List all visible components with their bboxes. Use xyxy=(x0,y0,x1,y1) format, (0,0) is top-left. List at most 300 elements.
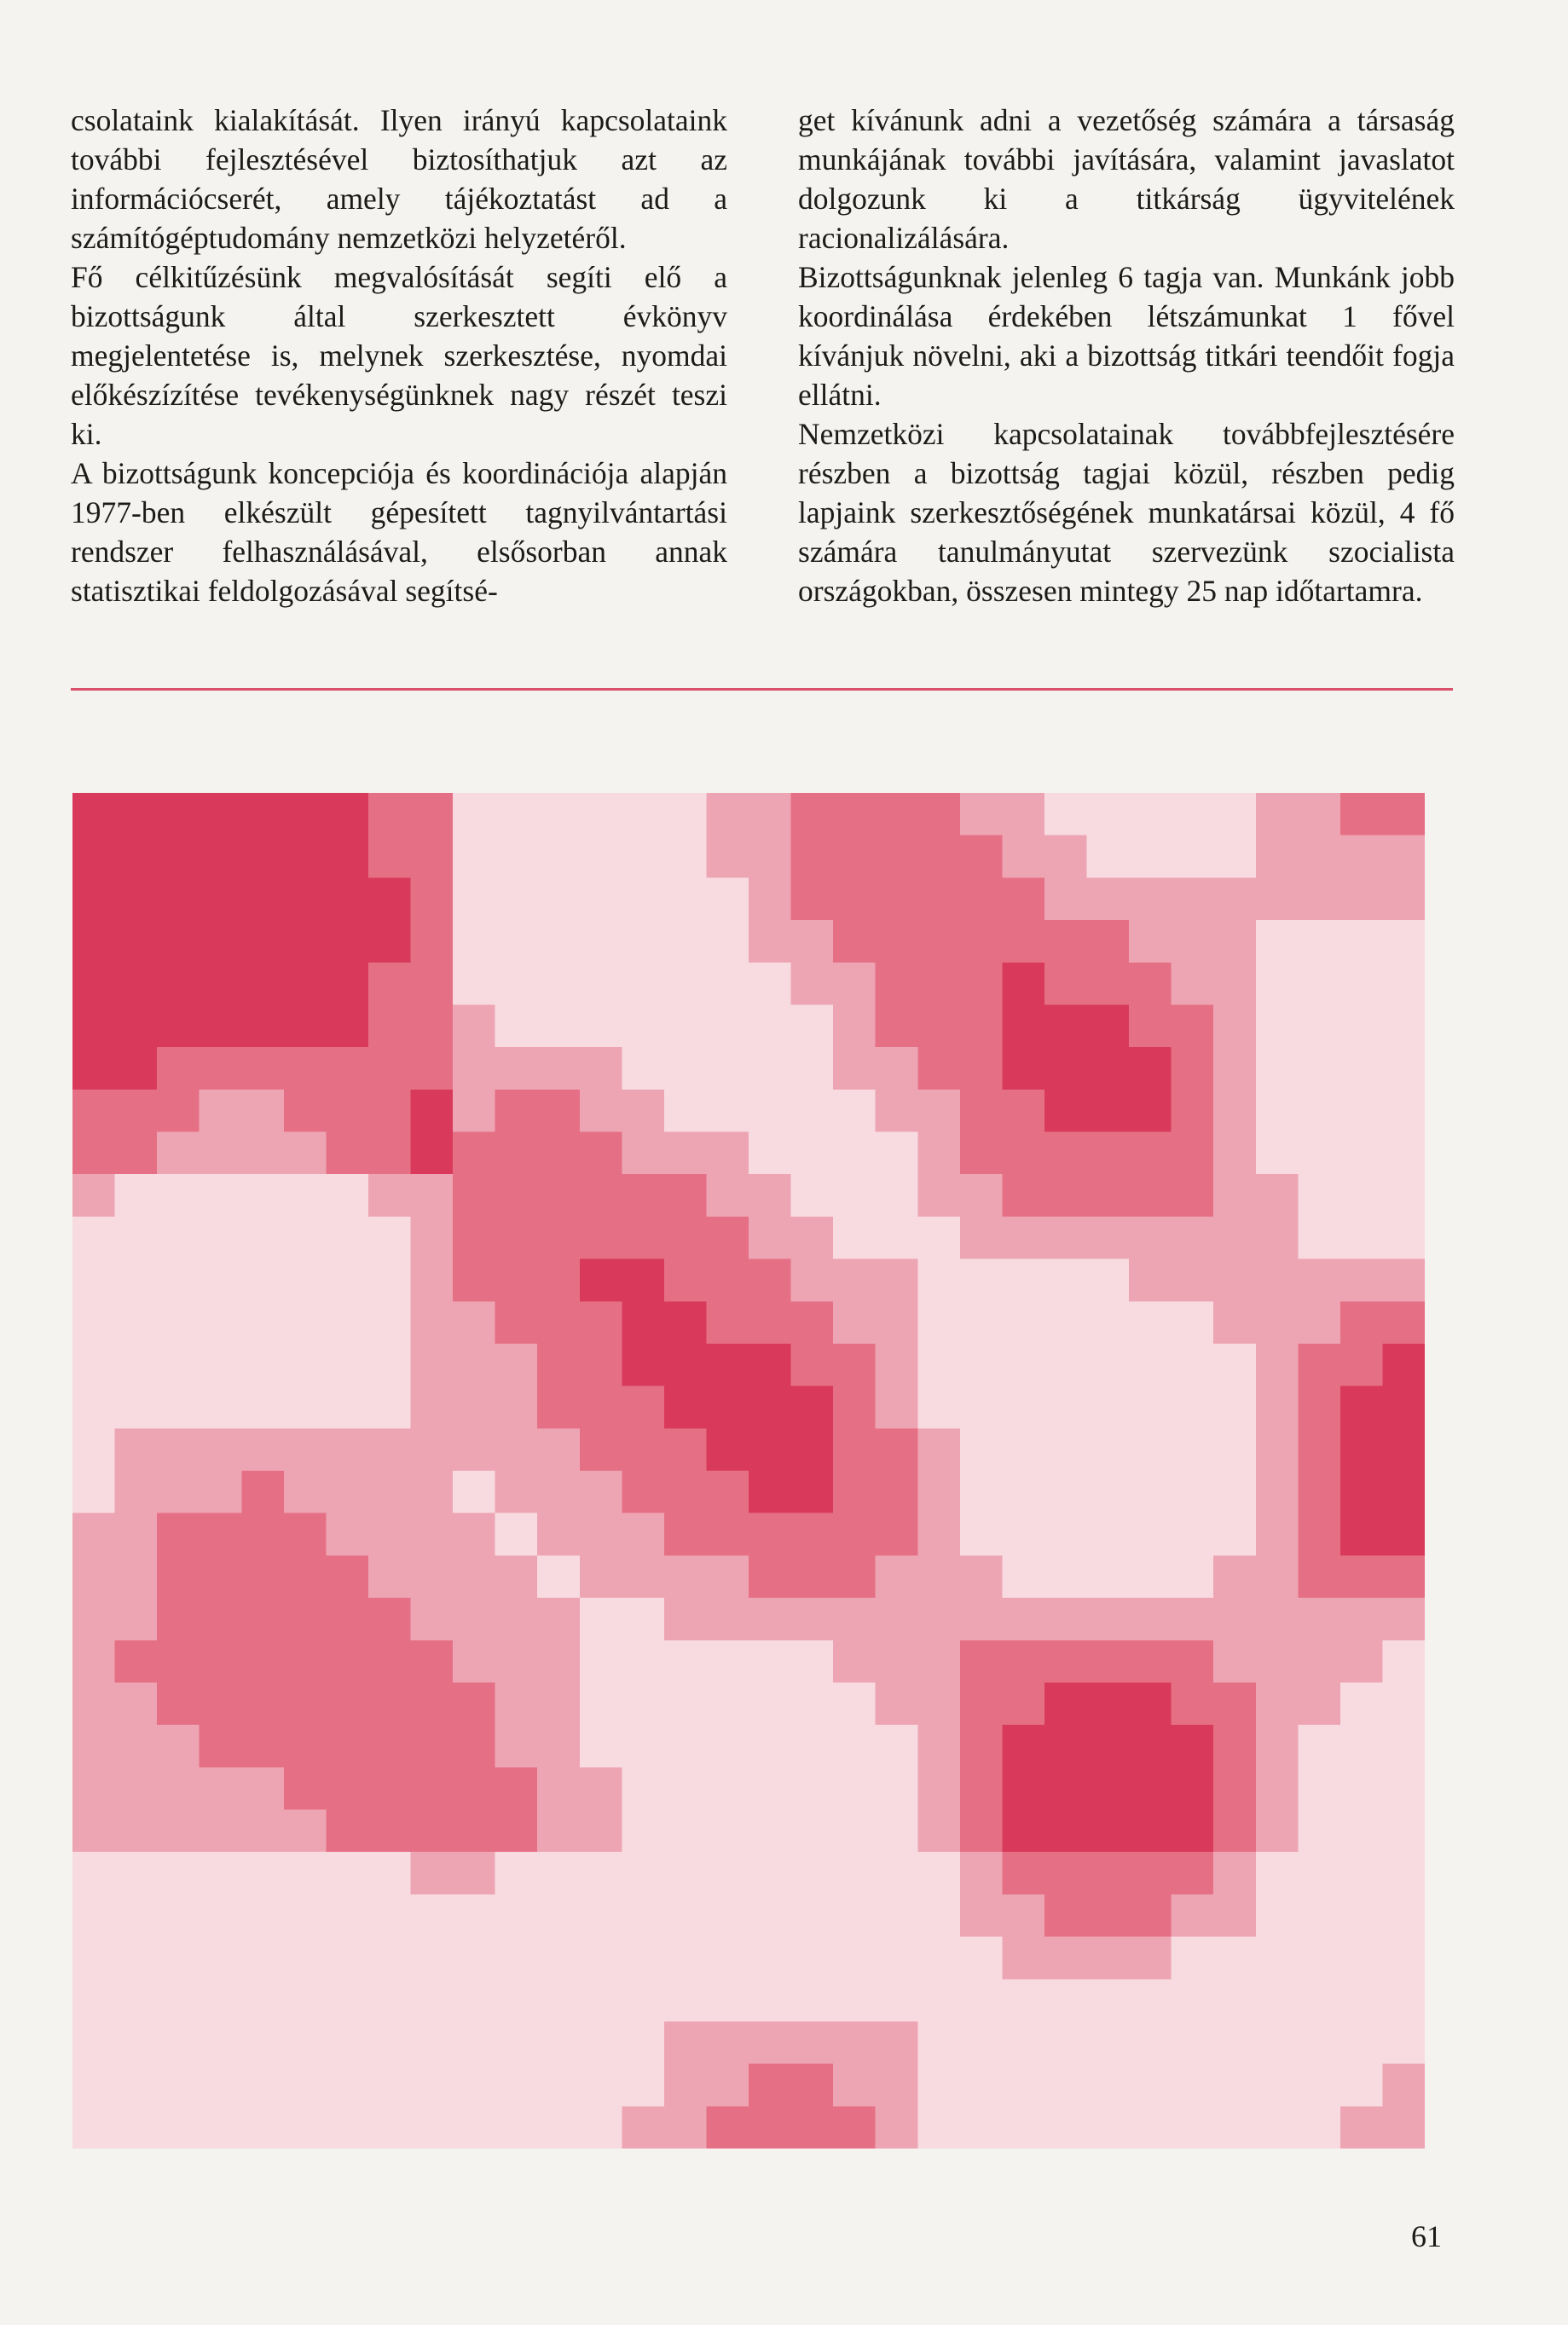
mosaic-cell xyxy=(284,963,327,1006)
mosaic-cell xyxy=(241,1725,285,1768)
mosaic-cell xyxy=(1340,793,1384,836)
mosaic-cell xyxy=(326,1767,369,1811)
mosaic-cell xyxy=(1129,1810,1172,1854)
mosaic-cell xyxy=(622,1979,665,2022)
mosaic-cell xyxy=(1002,963,1045,1006)
mosaic-cell xyxy=(537,1852,581,1895)
mosaic-cell xyxy=(1087,1894,1131,1938)
mosaic-cell xyxy=(917,1259,961,1303)
mosaic-cell xyxy=(1340,1259,1384,1303)
mosaic-cell xyxy=(115,1047,159,1090)
mosaic-cell xyxy=(917,1386,961,1430)
mosaic-cell xyxy=(876,1555,919,1599)
mosaic-cell xyxy=(326,1174,369,1217)
mosaic-cell xyxy=(157,2106,200,2149)
mosaic-cell xyxy=(876,1513,919,1557)
mosaic-cell xyxy=(706,1047,749,1090)
mosaic-cell xyxy=(1298,1810,1341,1854)
mosaic-cell xyxy=(876,963,919,1006)
mosaic-cell xyxy=(622,1259,665,1303)
mosaic-cell xyxy=(1256,1810,1299,1854)
mosaic-cell xyxy=(580,1810,623,1854)
mosaic-cell xyxy=(326,920,369,963)
mosaic-cell xyxy=(200,1937,243,1981)
mosaic-cell xyxy=(411,1640,454,1684)
mosaic-cell xyxy=(749,920,792,963)
mosaic-cell xyxy=(791,1852,835,1895)
mosaic-cell xyxy=(241,1259,285,1303)
mosaic-cell xyxy=(284,836,327,879)
mosaic-cell xyxy=(1172,1937,1215,1981)
mosaic-cell xyxy=(1298,920,1341,963)
mosaic-cell xyxy=(326,836,369,879)
mosaic-cell xyxy=(1382,1767,1425,1811)
mosaic-cell xyxy=(537,1640,581,1684)
mosaic-cell xyxy=(580,1132,623,1176)
mosaic-cell xyxy=(1340,1174,1384,1217)
left-paragraph-3: A bizottságunk koncepciója és koordinációja alapján 1977-ben elkészült gépesített tagnyilvántartási rendszer felhasználásával, elsősorban annak statisztikai feldolgozásával segítsé- xyxy=(71,456,727,608)
mosaic-cell xyxy=(1087,1598,1131,1641)
mosaic-cell xyxy=(833,1301,877,1345)
right-column xyxy=(798,101,1455,610)
mosaic-cell xyxy=(1340,963,1384,1006)
mosaic-cell xyxy=(241,920,285,963)
mosaic-cell xyxy=(791,1979,835,2022)
mosaic-cell xyxy=(664,836,708,879)
mosaic-cell xyxy=(960,1428,1004,1472)
mosaic-cell xyxy=(1129,1047,1172,1090)
mosaic-cell xyxy=(537,1725,581,1768)
mosaic-cell xyxy=(200,1428,243,1472)
mosaic-cell xyxy=(115,920,159,963)
mosaic-cell xyxy=(1129,793,1172,836)
mosaic-cell xyxy=(1002,1428,1045,1472)
mosaic-cell xyxy=(411,1852,454,1895)
mosaic-cell xyxy=(1129,1344,1172,1387)
mosaic-cell xyxy=(368,1090,412,1133)
mosaic-cell xyxy=(1213,1725,1257,1768)
mosaic-cell xyxy=(580,2064,623,2108)
mosaic-cell xyxy=(917,1090,961,1133)
mosaic-cell xyxy=(1002,1301,1045,1345)
mosaic-cell xyxy=(241,1090,285,1133)
mosaic-cell xyxy=(453,1810,496,1854)
mosaic-cell xyxy=(1256,1217,1299,1260)
mosaic-cell xyxy=(1129,1132,1172,1176)
mosaic-cell xyxy=(1256,1682,1299,1726)
mosaic-cell xyxy=(1213,963,1257,1006)
mosaic-cell xyxy=(706,1937,749,1981)
mosaic-cell xyxy=(622,1894,665,1938)
mosaic-cell xyxy=(1002,1725,1045,1768)
mosaic-cell xyxy=(115,2064,159,2108)
mosaic-cell xyxy=(453,877,496,921)
mosaic-cell xyxy=(960,2064,1004,2108)
mosaic-cell xyxy=(1044,1894,1088,1938)
mosaic-cell xyxy=(368,2106,412,2149)
mosaic-cell xyxy=(664,1174,708,1217)
mosaic-cell xyxy=(1087,1979,1131,2022)
right-paragraph-2: Bizottságunknak jelenleg 6 tagja van. Munkánk jobb koordinálása érdekében létszámunkat 1 fővel kívánjuk növelni, aki a bizottság titkári teendőit fogja ellátni. xyxy=(798,260,1455,412)
mosaic-cell xyxy=(284,1767,327,1811)
mosaic-cell xyxy=(411,1682,454,1726)
mosaic-cell xyxy=(1256,1090,1299,1133)
mosaic-cell xyxy=(833,1428,877,1472)
mosaic-cell xyxy=(72,1725,116,1768)
mosaic-cell xyxy=(537,1513,581,1557)
mosaic-cell xyxy=(706,1598,749,1641)
mosaic-cell xyxy=(72,1047,116,1090)
mosaic-cell xyxy=(876,877,919,921)
mosaic-cell xyxy=(833,1344,877,1387)
mosaic-cell xyxy=(664,1047,708,1090)
mosaic-cell xyxy=(1256,1428,1299,1472)
mosaic-cell xyxy=(72,1979,116,2022)
mosaic-cell xyxy=(706,1132,749,1176)
mosaic-cell xyxy=(1298,2064,1341,2108)
mosaic-cell xyxy=(1256,1301,1299,1345)
mosaic-cell xyxy=(326,1598,369,1641)
mosaic-cell xyxy=(1087,1386,1131,1430)
mosaic-cell xyxy=(1298,1555,1341,1599)
mosaic-cell xyxy=(622,877,665,921)
mosaic-cell xyxy=(1382,1640,1425,1684)
mosaic-cell xyxy=(749,1004,792,1048)
mosaic-cell xyxy=(917,1767,961,1811)
mosaic-cell xyxy=(580,1937,623,1981)
mosaic-cell xyxy=(241,1471,285,1514)
mosaic-cell xyxy=(1129,836,1172,879)
mosaic-cell xyxy=(72,1640,116,1684)
mosaic-cell xyxy=(495,2064,539,2108)
mosaic-cell xyxy=(1129,1640,1172,1684)
mosaic-cell xyxy=(1382,1004,1425,1048)
mosaic-cell xyxy=(1172,1598,1215,1641)
mosaic-cell xyxy=(1002,1555,1045,1599)
mosaic-cell xyxy=(1044,877,1088,921)
mosaic-cell xyxy=(749,1090,792,1133)
mosaic-cell xyxy=(876,1640,919,1684)
mosaic-cell xyxy=(284,1598,327,1641)
mosaic-cell xyxy=(1087,1259,1131,1303)
mosaic-cell xyxy=(1382,1259,1425,1303)
mosaic-cell xyxy=(157,1301,200,1345)
mosaic-cell xyxy=(368,1640,412,1684)
mosaic-cell xyxy=(960,1725,1004,1768)
mosaic-cell xyxy=(706,793,749,836)
mosaic-cell xyxy=(326,1682,369,1726)
mosaic-cell xyxy=(1213,877,1257,921)
mosaic-cell xyxy=(453,1979,496,2022)
mosaic-cell xyxy=(1298,1894,1341,1938)
mosaic-cell xyxy=(833,1725,877,1768)
mosaic-cell xyxy=(453,1513,496,1557)
mosaic-cell xyxy=(495,1132,539,1176)
mosaic-cell xyxy=(1087,1513,1131,1557)
mosaic-cell xyxy=(580,1090,623,1133)
mosaic-cell xyxy=(1002,1344,1045,1387)
mosaic-cell xyxy=(876,836,919,879)
mosaic-cell xyxy=(1382,920,1425,963)
mosaic-cell xyxy=(157,2021,200,2065)
mosaic-cell xyxy=(453,1640,496,1684)
mosaic-cell xyxy=(1298,1513,1341,1557)
mosaic-cell xyxy=(453,2106,496,2149)
mosaic-cell xyxy=(157,1217,200,1260)
mosaic-cell xyxy=(580,1386,623,1430)
mosaic-cell xyxy=(157,1852,200,1895)
mosaic-cell xyxy=(157,1767,200,1811)
mosaic-cell xyxy=(411,1301,454,1345)
mosaic-cell xyxy=(495,1852,539,1895)
mosaic-cell xyxy=(72,1386,116,1430)
mosaic-cell xyxy=(241,963,285,1006)
mosaic-cell xyxy=(1129,877,1172,921)
mosaic-cell xyxy=(749,1555,792,1599)
mosaic-cell xyxy=(749,1937,792,1981)
mosaic-cell xyxy=(876,1979,919,2022)
mosaic-cell xyxy=(1340,1640,1384,1684)
mosaic-cell xyxy=(537,920,581,963)
mosaic-cell xyxy=(537,963,581,1006)
mosaic-cell xyxy=(664,1640,708,1684)
mosaic-cell xyxy=(1382,1174,1425,1217)
mosaic-cell xyxy=(537,1386,581,1430)
mosaic-cell xyxy=(833,2021,877,2065)
mosaic-cell xyxy=(1172,1513,1215,1557)
mosaic-cell xyxy=(1340,1937,1384,1981)
mosaic-cell xyxy=(1002,1174,1045,1217)
mosaic-cell xyxy=(1002,1810,1045,1854)
mosaic-cell xyxy=(1044,1344,1088,1387)
left-paragraph-2: Fő célkitűzésünk megvalósítását segíti elő a bizottságunk által szerkesztett évkönyv megjelentetése is, melynek szerkesztése, nyomdai előkészízítése tevékenységünknek nagy részét teszi ki. xyxy=(71,260,727,451)
pixel-mosaic-illustration xyxy=(72,793,1425,2149)
mosaic-cell xyxy=(1298,1132,1341,1176)
mosaic-cell xyxy=(917,877,961,921)
mosaic-cell xyxy=(1129,2106,1172,2149)
mosaic-cell xyxy=(157,1174,200,1217)
mosaic-cell xyxy=(1172,877,1215,921)
mosaic-cell xyxy=(1340,1428,1384,1472)
mosaic-cell xyxy=(1172,920,1215,963)
mosaic-cell xyxy=(115,1682,159,1726)
mosaic-cell xyxy=(200,1767,243,1811)
mosaic-cell xyxy=(1172,1555,1215,1599)
mosaic-cell xyxy=(284,1174,327,1217)
mosaic-cell xyxy=(1382,1725,1425,1768)
mosaic-cell xyxy=(876,2106,919,2149)
mosaic-cell xyxy=(960,877,1004,921)
mosaic-cell xyxy=(115,1767,159,1811)
mosaic-cell xyxy=(326,1344,369,1387)
mosaic-cell xyxy=(917,836,961,879)
mosaic-cell xyxy=(241,1513,285,1557)
mosaic-cell xyxy=(326,1428,369,1472)
mosaic-cell xyxy=(537,2021,581,2065)
mosaic-cell xyxy=(749,1174,792,1217)
mosaic-cell xyxy=(200,1301,243,1345)
mosaic-cell xyxy=(1382,2021,1425,2065)
mosaic-cell xyxy=(833,963,877,1006)
mosaic-cell xyxy=(1172,1428,1215,1472)
mosaic-cell xyxy=(157,1428,200,1472)
mosaic-cell xyxy=(115,1428,159,1472)
mosaic-cell xyxy=(833,1640,877,1684)
mosaic-cell xyxy=(749,836,792,879)
mosaic-cell xyxy=(115,1174,159,1217)
mosaic-cell xyxy=(664,1852,708,1895)
mosaic-cell xyxy=(1172,1725,1215,1768)
mosaic-cell xyxy=(580,1428,623,1472)
mosaic-cell xyxy=(326,2106,369,2149)
mosaic-cell xyxy=(791,1090,835,1133)
mosaic-cell xyxy=(284,793,327,836)
mosaic-cell xyxy=(706,1428,749,1472)
mosaic-cell xyxy=(917,1894,961,1938)
mosaic-cell xyxy=(1340,1725,1384,1768)
mosaic-cell xyxy=(495,1979,539,2022)
mosaic-cell xyxy=(1382,1937,1425,1981)
mosaic-cell xyxy=(1002,1513,1045,1557)
mosaic-cell xyxy=(157,1386,200,1430)
mosaic-cell xyxy=(326,1894,369,1938)
mosaic-cell xyxy=(749,1301,792,1345)
mosaic-cell xyxy=(1087,1004,1131,1048)
mosaic-cell xyxy=(115,1894,159,1938)
mosaic-cell xyxy=(200,1386,243,1430)
mosaic-cell xyxy=(453,1682,496,1726)
mosaic-cell xyxy=(1002,836,1045,879)
mosaic-cell xyxy=(580,1301,623,1345)
mosaic-cell xyxy=(749,1386,792,1430)
mosaic-cell xyxy=(241,2021,285,2065)
mosaic-cell xyxy=(749,2064,792,2108)
mosaic-cell xyxy=(284,877,327,921)
mosaic-cell xyxy=(72,1217,116,1260)
mosaic-cell xyxy=(368,1004,412,1048)
mosaic-cell xyxy=(495,1090,539,1133)
mosaic-cell xyxy=(622,2021,665,2065)
mosaic-cell xyxy=(1002,1852,1045,1895)
mosaic-cell xyxy=(537,1894,581,1938)
mosaic-cell xyxy=(876,1004,919,1048)
mosaic-cell xyxy=(960,836,1004,879)
mosaic-cell xyxy=(1298,1682,1341,1726)
mosaic-cell xyxy=(453,1767,496,1811)
mosaic-cell xyxy=(72,963,116,1006)
mosaic-cell xyxy=(368,1047,412,1090)
mosaic-cell xyxy=(411,793,454,836)
mosaic-cell xyxy=(326,1513,369,1557)
mosaic-cell xyxy=(411,2021,454,2065)
mosaic-cell xyxy=(453,1090,496,1133)
mosaic-cell xyxy=(960,1767,1004,1811)
mosaic-cell xyxy=(833,1979,877,2022)
mosaic-cell xyxy=(495,1894,539,1938)
mosaic-cell xyxy=(1298,1386,1341,1430)
mosaic-cell xyxy=(241,1301,285,1345)
mosaic-cell xyxy=(453,2021,496,2065)
mosaic-cell xyxy=(411,1217,454,1260)
mosaic-cell xyxy=(284,1471,327,1514)
mosaic-cell xyxy=(1172,2021,1215,2065)
mosaic-cell xyxy=(622,963,665,1006)
mosaic-cell xyxy=(833,1386,877,1430)
mosaic-cell xyxy=(326,1979,369,2022)
mosaic-cell xyxy=(706,963,749,1006)
mosaic-cell xyxy=(284,1979,327,2022)
mosaic-cell xyxy=(1129,920,1172,963)
mosaic-cell xyxy=(622,1386,665,1430)
mosaic-cell xyxy=(1256,1598,1299,1641)
mosaic-cell xyxy=(115,1937,159,1981)
mosaic-cell xyxy=(1172,1004,1215,1048)
mosaic-cell xyxy=(1213,1810,1257,1854)
mosaic-cell xyxy=(876,1301,919,1345)
mosaic-cell xyxy=(495,1725,539,1768)
mosaic-cell xyxy=(833,1852,877,1895)
mosaic-cell xyxy=(1382,1555,1425,1599)
mosaic-cell xyxy=(580,1852,623,1895)
mosaic-cell xyxy=(960,1132,1004,1176)
mosaic-cell xyxy=(1002,1682,1045,1726)
mosaic-cell xyxy=(157,1640,200,1684)
mosaic-cell xyxy=(749,2106,792,2149)
mosaic-cell xyxy=(1002,877,1045,921)
mosaic-cell xyxy=(241,1217,285,1260)
mosaic-cell xyxy=(917,1132,961,1176)
mosaic-cell xyxy=(876,1090,919,1133)
mosaic-cell xyxy=(72,2106,116,2149)
mosaic-cell xyxy=(72,1598,116,1641)
mosaic-cell xyxy=(960,1682,1004,1726)
mosaic-cell xyxy=(1002,1894,1045,1938)
mosaic-cell xyxy=(1129,1937,1172,1981)
mosaic-cell xyxy=(749,1259,792,1303)
mosaic-cell xyxy=(1087,1471,1131,1514)
mosaic-cell xyxy=(1002,1217,1045,1260)
mosaic-cell xyxy=(1340,1047,1384,1090)
mosaic-cell xyxy=(1172,1217,1215,1260)
mosaic-cell xyxy=(749,1047,792,1090)
mosaic-cell xyxy=(157,1894,200,1938)
mosaic-cell xyxy=(622,1132,665,1176)
mosaic-cell xyxy=(960,1937,1004,1981)
mosaic-cell xyxy=(453,920,496,963)
mosaic-cell xyxy=(453,1937,496,1981)
mosaic-cell xyxy=(200,1640,243,1684)
mosaic-cell xyxy=(115,2106,159,2149)
mosaic-cell xyxy=(495,836,539,879)
mosaic-cell xyxy=(1129,1301,1172,1345)
mosaic-cell xyxy=(284,1386,327,1430)
mosaic-cell xyxy=(1129,2064,1172,2108)
mosaic-cell xyxy=(368,1132,412,1176)
mosaic-cell xyxy=(1044,1555,1088,1599)
mosaic-cell xyxy=(917,1513,961,1557)
mosaic-cell xyxy=(368,1682,412,1726)
mosaic-cell xyxy=(1044,2021,1088,2065)
mosaic-cell xyxy=(241,1174,285,1217)
mosaic-cell xyxy=(200,2064,243,2108)
mosaic-cell xyxy=(917,1852,961,1895)
mosaic-cell xyxy=(749,1132,792,1176)
mosaic-cell xyxy=(241,1979,285,2022)
mosaic-cell xyxy=(241,1937,285,1981)
mosaic-cell xyxy=(580,1767,623,1811)
mosaic-cell xyxy=(115,2021,159,2065)
mosaic-cell xyxy=(200,1217,243,1260)
